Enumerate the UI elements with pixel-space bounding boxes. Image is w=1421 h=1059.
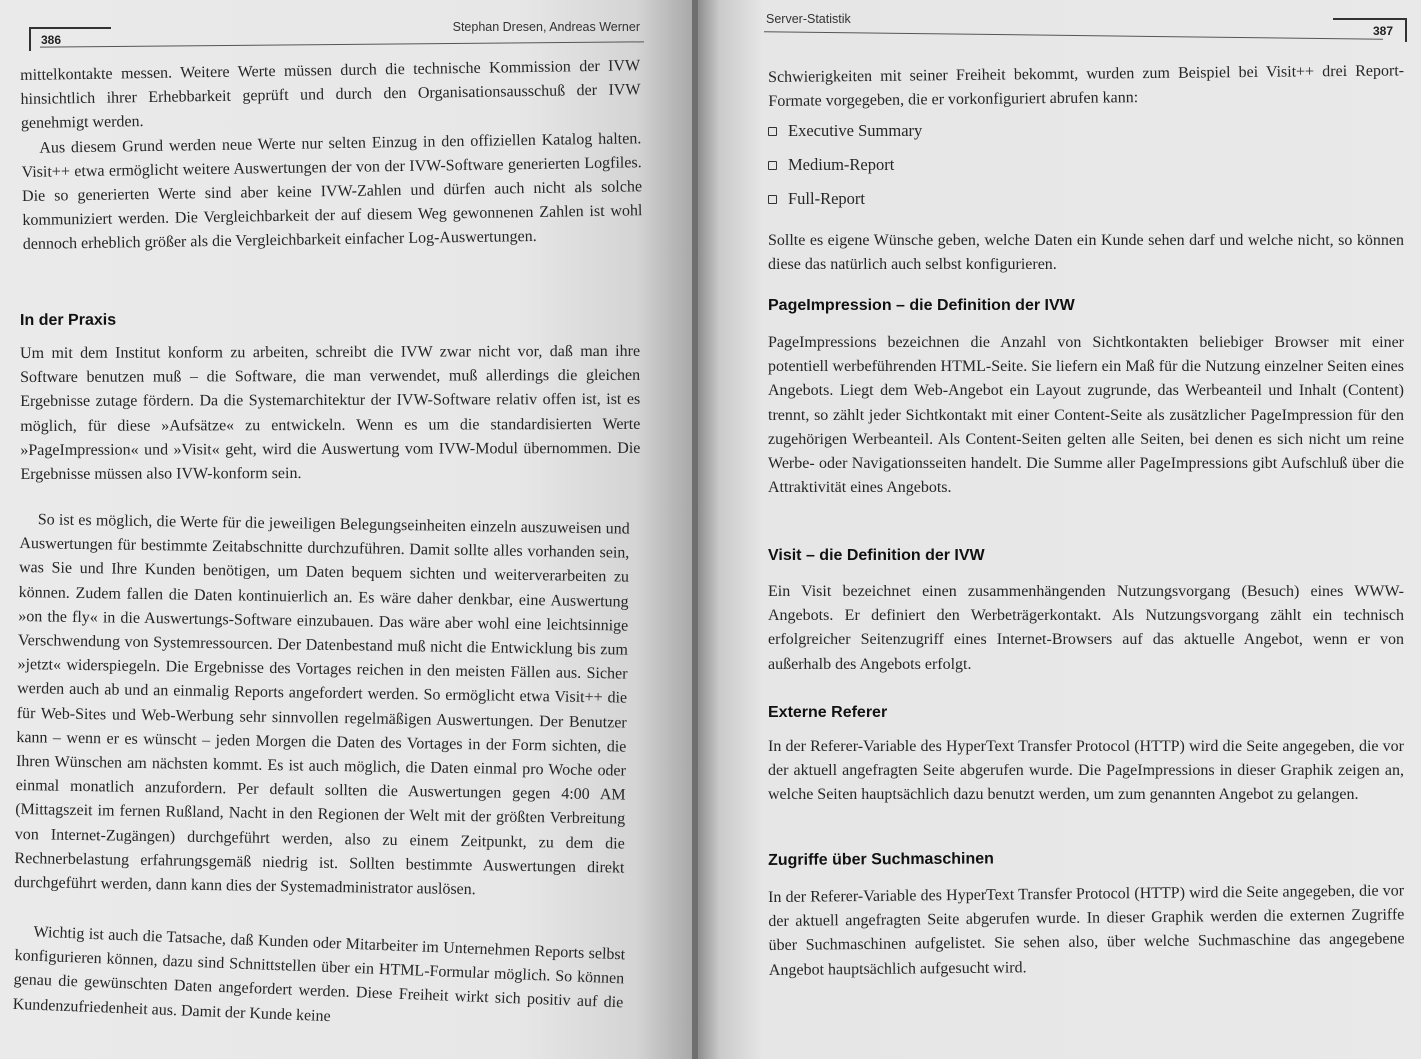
paragraph: PageImpressions bezeichnen die Anzahl von Sichtkontakten beliebiger Browser mit einer potentiell werbeführenden HTML-Seite. Sie liefern ein Maß für die Nutzung einzelner Seiten eines Angebots. Liegt dem Web-Angebot ein Layout zugrunde, das Werbeanteil und Inhalt (Content) trennt, so zählt jeder Sichtkontakt mit einer Content-Seite als zusätzlicher PageImpression für den zugehörigen Werbeanteil. Als Content-Seiten gelten alle Seiten, bei denen es sich nicht um reine Werbe- oder Navigationsseiten handelt. Die Summe aller PageImpressions gibt Aufschluß über die Attraktivität eines Angebots.: [768, 334, 1404, 497]
left-page: [0, 0, 692, 1059]
section-referer: [768, 704, 1404, 722]
section-pageimpression: [768, 297, 1404, 315]
report-format-list: [768, 114, 1404, 216]
pageimpression-block: [768, 331, 1404, 500]
page-number: 387: [1333, 18, 1407, 42]
header-rule: [40, 41, 644, 47]
intro-block: [20, 54, 643, 257]
paragraph: In der Referer-Variable des HyperText Transfer Protocol (HTTP) wird die Seite angegeben, die vor der aktuell angefragten Seite abgerufen wurde. In dieser Graphik werden die externen Zugriffe über Suchmaschinen aufgelistet. Sie sehen also, über welche Suchmaschine das angegebene Angebot hauptsächlich aufgesucht wird.: [768, 882, 1405, 979]
paragraph: Sollte es eigene Wünsche geben, welche Daten ein Kunde sehen darf und welche nicht, so können diese das natürlich auch selbst konfigurieren.: [768, 232, 1404, 274]
checkbox-square-icon: [768, 195, 777, 204]
paragraph: In der Referer-Variable des HyperText Transfer Protocol (HTTP) wird die Seite angegeben, die vor der aktuell angefragten Seite abgerufen wurde. Die PageImpressions in dieser Graphik zeigen an, welche Seiten hauptsächlich dazu benutzt werden, um zum genannten Angebot zu gelangen.: [768, 738, 1404, 804]
paragraph: Aus diesem Grund werden neue Werte nur selten Einzug in den offiziellen Katalog halten. Visit++ etwa ermöglicht weitere Auswertungen der von der IVW-Software generierten Logfiles. Die so generierten Werte sind aber keine IVW-Zahlen und dürfen auch nicht als solche kommuniziert werden. Die Vergleichbarkeit der auf diesem Weg gewonnenen Zahlen ist wohl dennoch erheblich größer als die Vergleichbarkeit einfacher Log-Auswertungen.: [21, 129, 643, 254]
after-bullets-block: [768, 229, 1404, 277]
praxis-block-1: [20, 340, 641, 487]
referer-block: [768, 735, 1404, 808]
page-number: 386: [29, 27, 111, 51]
paragraph: Schwierigkeiten mit seiner Freiheit bekommt, wurden zum Beispiel bei Visit++ drei Report-Formate vorgegeben, die er vorkonfiguriert abrufen kann:: [768, 62, 1405, 111]
right-page: [698, 0, 1421, 1059]
section-heading: Zugriffe über Suchmaschinen: [768, 850, 994, 869]
visit-block: [768, 580, 1404, 677]
praxis-block-3: [12, 920, 625, 1040]
section-suchmaschinen: [768, 848, 1404, 870]
list-item: Executive Summary: [768, 114, 1404, 148]
checkbox-square-icon: [768, 161, 777, 170]
checkbox-square-icon: [768, 127, 777, 136]
section-heading: Externe Referer: [768, 704, 888, 721]
list-item: Full-Report: [768, 182, 1404, 216]
paragraph: Wichtig ist auch die Tatsache, daß Kunden oder Mitarbeiter im Unternehmen Reports selbst konfigurieren können, dazu sind Schnittstellen über ein HTML-Formular möglich. So können genau die gewünschten Daten angefordert werden. Diese Freiheit wirkt sich positiv auf die Kundenzufriedenheit aus. Damit der Kunde keine: [12, 923, 626, 1025]
section-praxis: [20, 310, 640, 330]
list-item: Medium-Report: [768, 148, 1404, 182]
paragraph: mittelkontakte messen. Weitere Werte müssen durch die technische Kommission der IVW hinsichtlich ihrer Erhebbarkeit geprüft und durch den Organisationsausschuß der IVW genehmigt werden.: [20, 57, 641, 133]
running-head: Server-Statistik: [766, 12, 851, 26]
header-rule: [764, 31, 1383, 40]
suchmaschinen-block: [768, 879, 1405, 982]
section-heading: PageImpression – die Definition der IVW: [768, 297, 1075, 314]
paragraph: So ist es möglich, die Werte für die jeweiligen Belegungseinheiten einzeln auszuweisen und Auswertungen für bestimmte Zeitabschnitte durchzuführen. Damit sollte alles vorhanden sein, was Sie und Ihre Kunden benötigen, um Daten bequem sichten und weiterverarbeiten zu können. Zudem fallen die Daten kontinuierlich an. Es wäre daher denkbar, eine Auswertung »on the fly« in die Auswertungs-Software einzubauen. Das wäre aber wohl eine leichtsinnige Verschwendung von Systemressourcen. Der Datenbestand muß nicht die Entwicklung bis zum »jetzt« widerspiegeln. Die Ergebnisse des Vortages reichen in den meisten Fällen aus. Sicher werden auch ab und an einmalig Reports angefordert werden. So ermöglicht etwa Visit++ die für Web-Sites und Web-Werbung sehr sinnvollen regelmäßigen Auswertungen. Der Benutzer kann – wenn er es wünscht – jeden Morgen die Daten des Vortages in der Form sichten, die Ihren Wünschen am nächsten kommt. Es ist auch möglich, die Daten einmal pro Woche oder einmal monatlich anzufordern. Per default sollten die Auswertungen gegen 4:00 AM (Mittagszeit im fernen Rußland, Nacht in den Regionen der Welt mit der größten Verbreitung von Internet-Zugängen) durchgeführt werden, also zu einem Zeitpunkt, zu dem die Rechnerbelastung erfahrungsgemäß niedrig ist. Sollten bestimmte Auswertungen direkt durchgeführt werden, dann kann dies der Systemadministrator auslösen.: [13, 511, 630, 899]
praxis-block-2: [14, 508, 630, 905]
paragraph: Um mit dem Institut konform zu arbeiten, schreibt die IVW zwar nicht vor, daß man ihre Software benutzen muß – die Software, die man verwendet, muß allerdings die gleichen Ergebnisse zutage fördern. Da die Systemarchitektur der IVW-Software relativ offen ist, ist es möglich, für diese »Aufsätze« zu entwickeln. Wenn es um die standardisierten Werte »PageImpression« und »Visit« geht, wird die Auswertung vom IVW-Modul übernommen. Die Ergebnisse müssen also IVW-konform sein.: [20, 342, 641, 484]
section-heading: Visit – die Definition der IVW: [768, 547, 985, 564]
section-heading: In der Praxis: [20, 311, 117, 329]
section-visit: [768, 547, 1404, 565]
running-head: Stephan Dresen, Andreas Werner: [452, 20, 640, 34]
intro-block: [768, 59, 1404, 114]
paragraph: Ein Visit bezeichnet einen zusammenhängenden Nutzungsvorgang (Besuch) eines WWW-Angebots. Er definiert den Werbeträgerkontakt. Als Nutzungsvorgang zählt ein technisch erfolgreicher Seitenzugriff eines Internet-Browsers auf das aktuelle Angebot, wenn er von außerhalb des Angebots erfolgt.: [768, 583, 1404, 673]
